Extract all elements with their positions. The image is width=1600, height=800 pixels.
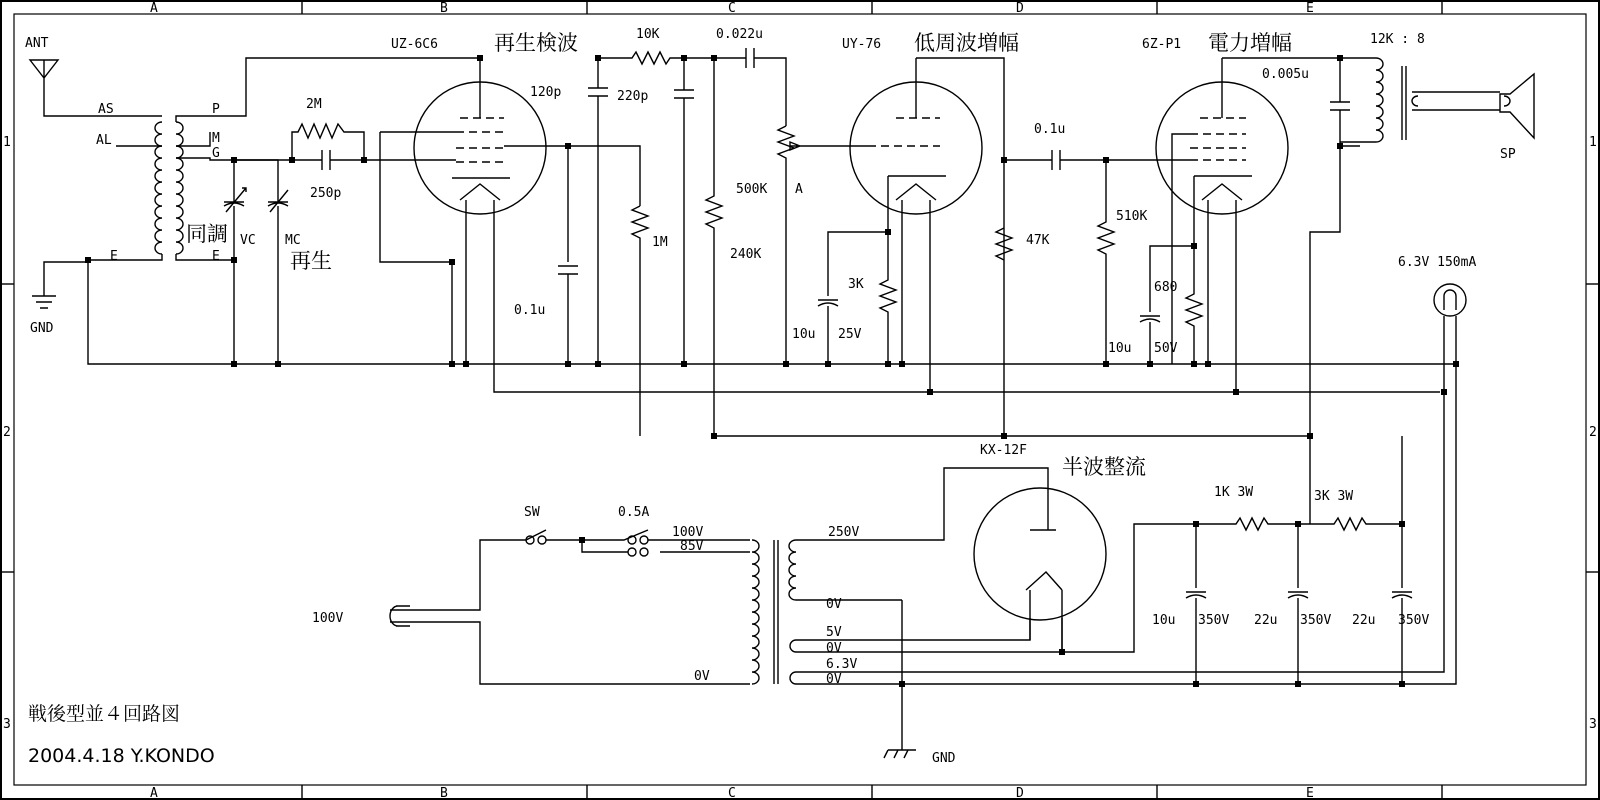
c3-volt-label: 350V [1398,613,1430,628]
output-transformer-label: 12K : 8 [1370,32,1425,47]
plug-label: 100V [312,611,344,626]
r1-label: 1K 3W [1214,485,1254,500]
row-label-1-left: 1 [3,135,11,150]
caption [28,703,215,767]
col-label-e-top: E [1306,1,1314,16]
regen-label: 再生 [290,249,332,273]
col-label-a-bottom: A [150,786,158,800]
mc-label: MC [285,233,301,248]
coil-e2-label: E [212,249,220,264]
vr-a-label: A [795,182,803,197]
switch-label: SW [524,505,540,520]
sec-250v-label: 250V [828,525,860,540]
c-0005-label: 0.005u [1262,67,1309,82]
r-10k-label: 10K [636,27,660,42]
sec-0v-label: 0V [826,597,842,612]
tube3-function: 電力増幅 [1208,31,1292,55]
antenna-gnd-label: GND [30,321,54,336]
tube4-function: 半波整流 [1062,455,1146,479]
r2-label: 3K 3W [1314,489,1354,504]
sec-0v-b-label: 0V [826,641,842,656]
coil-al-label: AL [96,133,112,148]
tap-85-label: 85V [680,539,704,554]
junction-dots [85,55,1459,687]
c-01-b-label: 0.1u [1034,122,1066,137]
tube-uy76 [792,31,1190,436]
c1-label: 10u [1152,613,1176,628]
row-label-2-right: 2 [1589,425,1597,440]
fuse-label: 0.5A [618,505,650,520]
coil-e1-label: E [110,249,118,264]
c3-label: 22u [1352,613,1376,628]
vr-500k-label: 500K [736,182,768,197]
power-supply [312,392,1444,766]
c-250p-label: 250p [310,186,342,201]
row-label-2-left: 2 [3,425,11,440]
tube2-type: UY-76 [842,37,882,52]
power-gnd-label: GND [932,751,956,766]
coil-g-label: G [212,146,220,161]
row-label-3-right: 3 [1589,717,1597,732]
row-label-3-left: 3 [3,717,11,732]
r-510k-label: 510K [1116,209,1148,224]
r-3k-label: 3K [848,277,864,292]
col-label-e-bottom: E [1306,786,1314,800]
col-label-b-top: B [440,1,448,16]
drawing-frame [1,1,1599,800]
c-120p-label: 120p [530,85,562,100]
col-label-c-top: C [728,1,736,16]
r-680-label: 680 [1154,280,1178,295]
tap-100-label: 100V [672,525,704,540]
c-01-a-label: 0.1u [514,303,546,318]
tube1-function: 再生検波 [494,31,578,55]
tube2-function: 低周波増幅 [914,31,1019,55]
diagram-title: 戦後型並４回路図 [28,703,181,725]
c1-volt-label: 350V [1198,613,1230,628]
c2-volt-label: 350V [1300,613,1332,628]
tube4-type: KX-12F [980,443,1027,458]
sec-5v-label: 5V [826,625,842,640]
tube3-type: 6Z-P1 [1142,37,1182,52]
col-label-c-bottom: C [728,786,736,800]
r-2m-label: 2M [306,97,322,112]
v-25-label: 25V [838,327,862,342]
coil-p-label: P [212,102,220,117]
speaker-label: SP [1500,147,1516,162]
v-50-label: 50V [1154,341,1178,356]
primary-0v-label: 0V [694,669,710,684]
coil-as-label: AS [98,102,114,117]
r-240k-label: 240K [730,247,762,262]
tube1-type: UZ-6C6 [391,37,438,52]
sec-0v-c-label: 0V [826,672,842,687]
coil-m-label: M [212,131,220,146]
c2-label: 22u [1254,613,1278,628]
sec-63v-label: 6.3V [826,657,858,672]
c-10u-b-label: 10u [1108,341,1132,356]
col-label-d-bottom: D [1016,786,1024,800]
r-47k-label: 47K [1026,233,1050,248]
row-label-1-right: 1 [1589,135,1597,150]
c-0022-label: 0.022u [716,27,763,42]
c-10u-a-label: 10u [792,327,816,342]
tube-uz6c6 [380,27,1440,436]
vc-label: VC [240,233,256,248]
tube-6zp1 [904,31,1534,684]
date-author: 2004.4.18 Y.KONDO [28,745,215,767]
tuning-label: 同調 [186,222,228,246]
col-label-a-top: A [150,1,158,16]
pilot-lamp-label: 6.3V 150mA [1398,255,1477,270]
c-220p-label: 220p [617,89,649,104]
col-label-b-bottom: B [440,786,448,800]
r-1m-label: 1M [652,235,668,250]
antenna-label: ANT [25,36,49,51]
col-label-d-top: D [1016,1,1024,16]
